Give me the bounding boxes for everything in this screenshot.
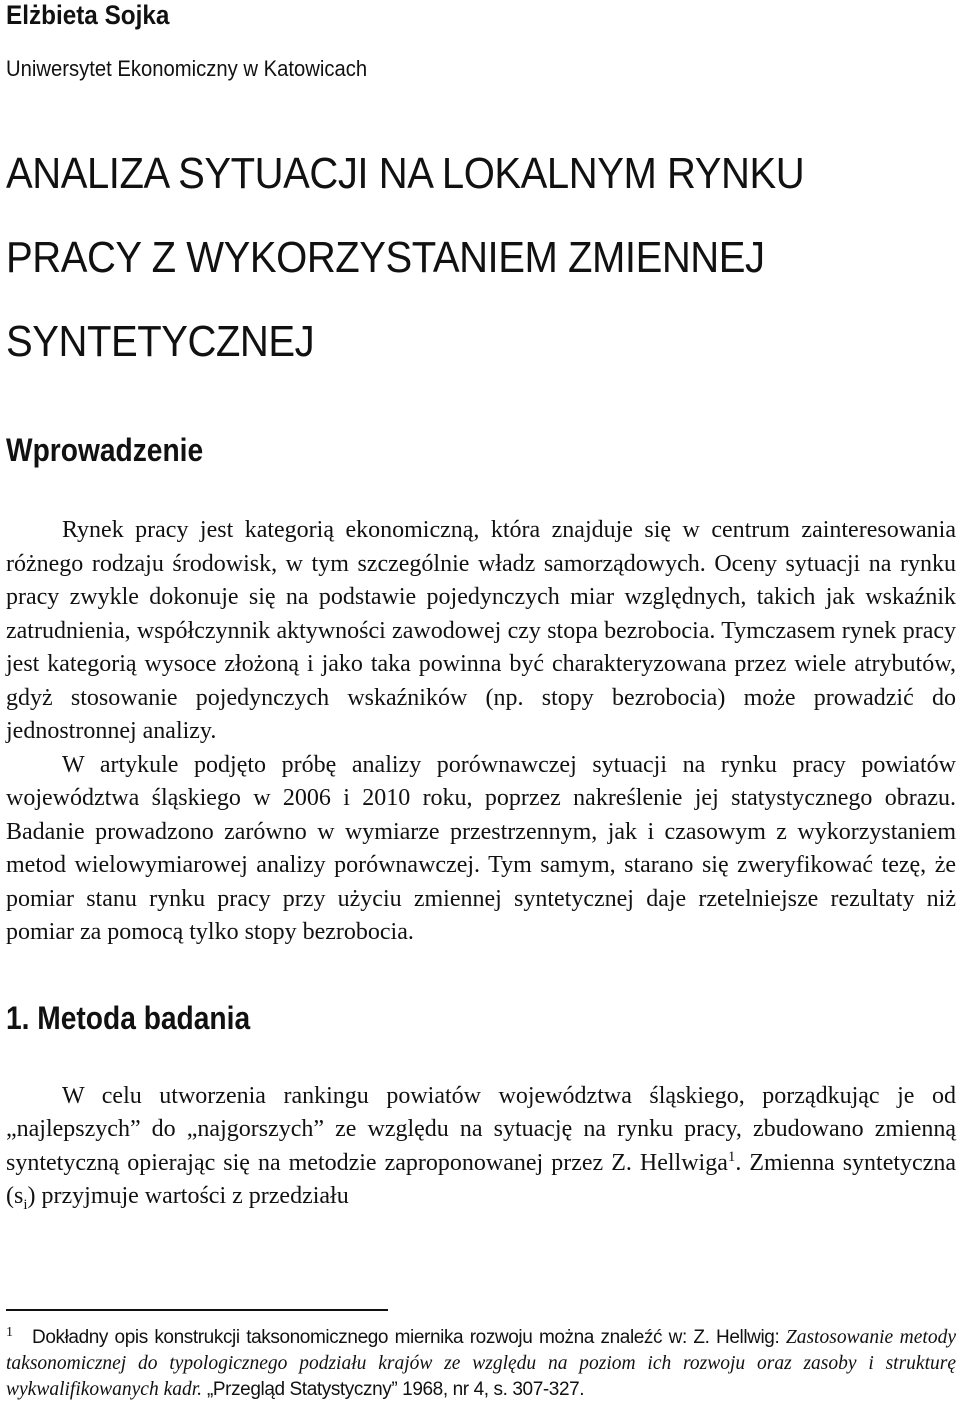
method-text-c: ) przyjmuje wartości z przedziału <box>27 1183 349 1209</box>
intro-paragraph-1: Rynek pracy jest kategorią ekonomiczną, która znajduje się w centrum zainteresowania różnego rodzaju środowisk, w tym szczególnie władz samorządowych. Oceny sytuacji na rynku pracy zwykle dokonuje się na podstawie pojedynczych miar względnych, takich jak wskaźnik zatrudnienia, współczynnik aktywności zawodowej czy stopa bezrobocia. Tymczasem rynek pracy jest kategorią wysoce złożoną i jako taka powinna być charakteryzowana przez wiele atrybutów, gdyż stosowanie pojedynczych wskaźników (np. stopy bezrobocia) może prowadzić do jednostronnej analizy. <box>6 517 956 744</box>
footnote-reference[interactable]: 1 <box>727 1148 736 1165</box>
title-line-3: SYNTETYCZNEJ <box>6 317 315 366</box>
section-heading-method: 1. Metoda badania <box>6 999 251 1036</box>
footnote-separator <box>6 1309 388 1311</box>
method-text-a: W celu utworzenia rankingu powiatów województwa śląskiego, porządkując je od „najlepszych” do „najgorszych” ze względu na sytuację na rynku pracy, zbudowano zmienną syntetyczną opierając się na metodzie zaproponowanej przez Z. Hellwiga <box>6 1082 956 1176</box>
footnote-1: 1 Dokładny opis konstrukcji taksonomicznego miernika rozwoju można znaleźć w: Z. Hellwig: Zastosowanie metody taksonomicznej do typologicznego podziału krajów ze względu na poziom ich rozwoju oraz zasoby i strukturę wykwalifikowanych kadr. „Przegląd Statystyczny” 1968, nr 4, s. 307-327. <box>6 1324 956 1400</box>
author-name: Elżbieta Sojka <box>6 0 170 30</box>
intro-paragraph-2: W artykule podjęto próbę analizy porównawczej sytuacji na rynku pracy powiatów województwa śląskiego w 2006 i 2010 roku, poprzez nakreślenie jej statystycznego obrazu. Badanie prowadzono zarówno w wymiarze przestrzennym, jak i czasowym z wykorzystaniem metod wielowymiarowej analizy porównawczej. Tym samym, starano się zweryfikować tezę, że pomiar stanu rynku pracy przy użyciu zmiennej syntetycznej daje rzetelniejsze rezultaty niż pomiar za pomocą tylko stopy bezrobocia. <box>6 751 956 945</box>
method-paragraph-1 <box>6 1080 956 1214</box>
author-affiliation: Uniwersytet Ekonomiczny w Katowicach <box>6 56 368 81</box>
title-line-1: ANALIZA SYTUACJI NA LOKALNYM RYNKU <box>6 149 805 198</box>
footnote-text-b: „Przegląd Statystyczny” 1968, nr 4, s. 307-327. <box>202 1379 585 1400</box>
article-title <box>6 132 871 384</box>
title-line-2: PRACY Z WYKORZYSTANIEM ZMIENNEJ <box>6 233 765 282</box>
method-text-b: . Zmienna syntetyczna (s <box>6 1149 956 1209</box>
subscript-i: i <box>23 1196 28 1213</box>
footnote-text-italic: Zastosowanie metody taksonomicznej do typologicznego podziału krajów ze względu na poziom ich rozwoju oraz zasoby i strukturę wykwalifikowanych kadr. <box>6 1327 956 1400</box>
section-heading-introduction: Wprowadzenie <box>6 432 204 468</box>
footnote-text-a: Dokładny opis konstrukcji taksonomicznego miernika rozwoju można znaleźć w: Z. Hellwig: <box>32 1327 786 1348</box>
